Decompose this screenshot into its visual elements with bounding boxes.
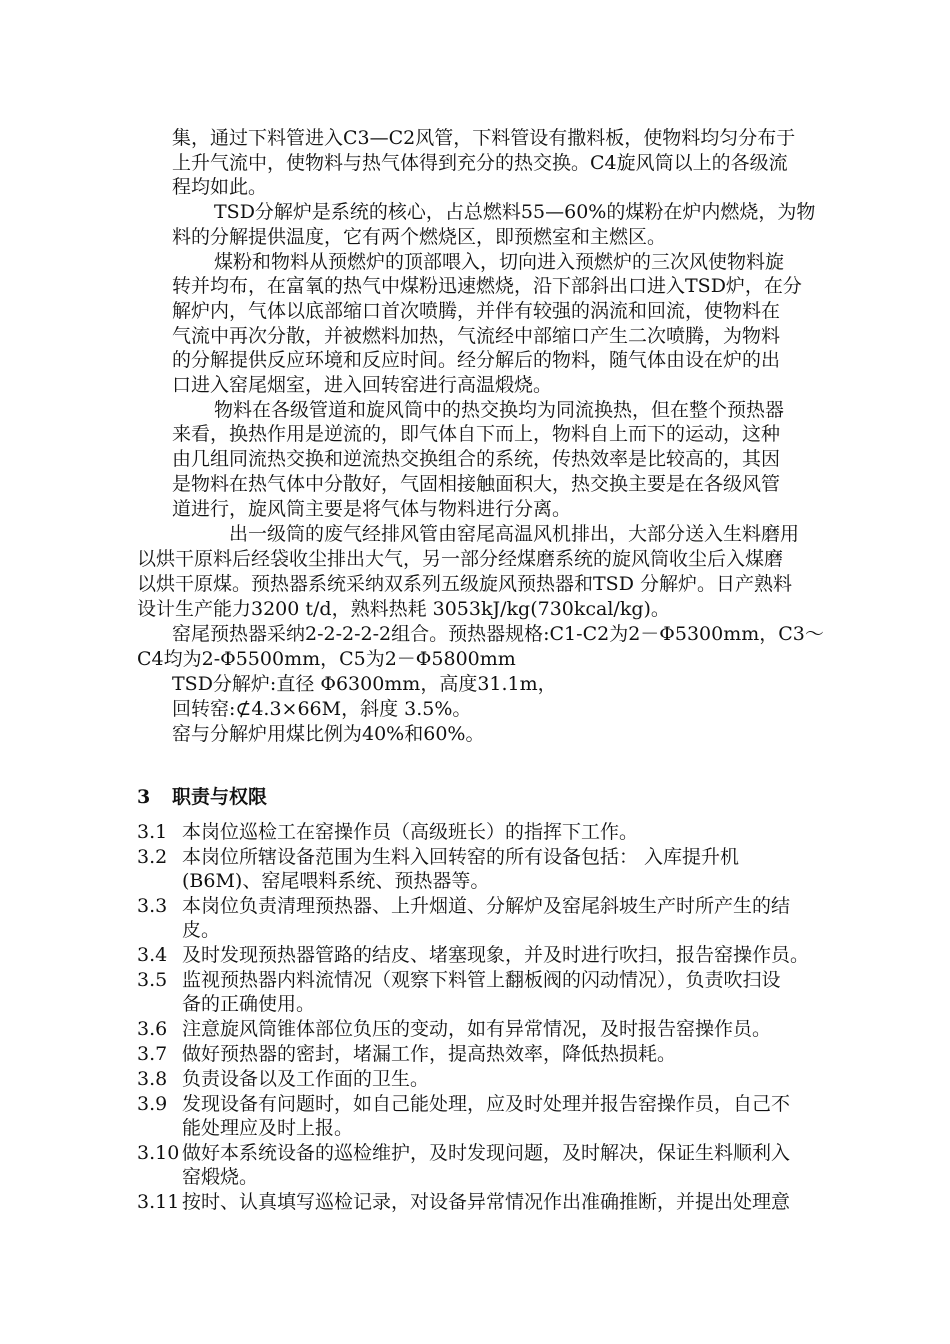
body-line: 出一级筒的废气经排风管由窑尾高温风机排出，大部分送入生料磨用: [229, 523, 800, 545]
item-text: 能处理应及时上报。: [182, 1117, 354, 1139]
body-line: C4均为2-Φ5500mm，C5为2－Φ5800mm: [137, 648, 516, 670]
body-line: 窑与分解炉用煤比例为40%和60%。: [172, 723, 485, 745]
item-text: 本岗位所辖设备范围为生料入回转窑的所有设备包括： 入库提升机: [182, 846, 740, 868]
section-title: 职责与权限: [172, 786, 268, 808]
body-line: 解炉内，气体以底部缩口首次喷腾，并伴有较强的涡流和回流，使物料在: [172, 300, 781, 322]
body-line: 设计生产能力3200 t/d，熟料热耗 3053kJ/kg(730kcal/kg)。: [137, 598, 670, 620]
body-line: 窑尾预热器采纳2-2-2-2-2组合。预热器规格:C1-C2为2－Φ5300mm，C3～: [172, 623, 824, 645]
item-number: 3.11: [137, 1191, 180, 1213]
body-line: 物料在各级管道和旋风筒中的热交换均为同流换热，但在整个预热器: [214, 399, 785, 421]
body-line: 料的分解提供温度，它有两个燃烧区，即预燃室和主燃区。: [172, 226, 667, 248]
item-text: (B6M)、窑尾喂料系统、预热器等。: [182, 870, 490, 892]
body-line: 口进入窑尾烟室，进入回转窑进行高温煅烧。: [172, 374, 553, 396]
item-text: 本岗位巡检工在窑操作员（高级班长）的指挥下工作。: [182, 821, 639, 843]
body-line: 以烘干原煤。预热器系统采纳双系列五级旋风预热器和TSD 分解炉。日产熟料: [137, 573, 792, 595]
body-line: 程均如此。: [172, 176, 268, 198]
item-number: 3.4: [137, 944, 168, 966]
item-number: 3.10: [137, 1142, 180, 1164]
body-line: 的分解提供反应环境和反应时间。经分解后的物料，随气体由设在炉的出: [172, 349, 781, 371]
item-text: 本岗位负责清理预热器、上升烟道、分解炉及窑尾斜坡生产时所产生的结: [182, 895, 791, 917]
item-number: 3.2: [137, 846, 168, 868]
body-line: TSD分解炉是系统的核心，占总燃料55—60%的煤粉在炉内燃烧，为物: [214, 201, 816, 223]
body-line: TSD分解炉:直径 Φ6300mm，高度31.1m，: [172, 673, 557, 695]
item-text: 监视预热器内料流情况（观察下料管上翻板阀的闪动情况），负责吹扫设: [182, 969, 781, 991]
section-number: 3: [137, 786, 151, 808]
item-text: 注意旋风筒锥体部位负压的变动，如有异常情况，及时报告窑操作员。: [182, 1018, 772, 1040]
body-line: 上升气流中，使物料与热气体得到充分的热交换。C4旋风筒以上的各级流: [172, 152, 788, 174]
item-number: 3.3: [137, 895, 168, 917]
item-text: 窑煅烧。: [182, 1166, 259, 1188]
body-line: 由几组同流热交换和逆流热交换组合的系统，传热效率是比较高的，其因: [172, 448, 781, 470]
item-number: 3.9: [137, 1093, 168, 1115]
body-line: 煤粉和物料从预燃炉的顶部喂入，切向进入预燃炉的三次风使物料旋: [214, 251, 785, 273]
item-number: 3.8: [137, 1068, 168, 1090]
item-number: 3.6: [137, 1018, 168, 1040]
body-line: 回转窑:⊄4.3×66M，斜度 3.5%。: [172, 698, 472, 720]
item-text: 负责设备以及工作面的卫生。: [182, 1068, 430, 1090]
body-line: 道进行，旋风筒主要是将气体与物料进行分离。: [172, 498, 572, 520]
item-text: 备的正确使用。: [182, 993, 316, 1015]
body-line: 气流中再次分散，并被燃料加热，气流经中部缩口产生二次喷腾，为物料: [172, 325, 781, 347]
body-line: 以烘干原料后经袋收尘排出大气，另一部分经煤磨系统的旋风筒收尘后入煤磨: [137, 548, 784, 570]
item-text: 及时发现预热器管路的结皮、堵塞现象，并及时进行吹扫，报告窑操作员。: [182, 944, 810, 966]
item-text: 做好本系统设备的巡检维护，及时发现问题，及时解决，保证生料顺利入: [182, 1142, 791, 1164]
body-line: 集，通过下料管进入C3—C2风管，下料管设有撒料板，使物料均匀分布于: [172, 127, 796, 149]
item-text: 皮。: [182, 919, 221, 941]
body-line: 是物料在热气体中分散好，气固相接触面积大，热交换主要是在各级风管: [172, 473, 781, 495]
item-text: 发现设备有问题时，如自己能处理，应及时处理并报告窑操作员，自己不: [182, 1093, 791, 1115]
body-line: 转并均布，在富氧的热气中煤粉迅速燃烧，沿下部斜出口进入TSD炉，在分: [172, 275, 802, 297]
item-number: 3.5: [137, 969, 168, 991]
item-number: 3.7: [137, 1043, 168, 1065]
item-number: 3.1: [137, 821, 168, 843]
item-text: 按时、认真填写巡检记录，对设备异常情况作出准确推断，并提出处理意: [182, 1191, 791, 1213]
item-text: 做好预热器的密封，堵漏工作，提高热效率，降低热损耗。: [182, 1043, 677, 1065]
body-line: 来看，换热作用是逆流的，即气体自下而上，物料自上而下的运动，这种: [172, 423, 781, 445]
